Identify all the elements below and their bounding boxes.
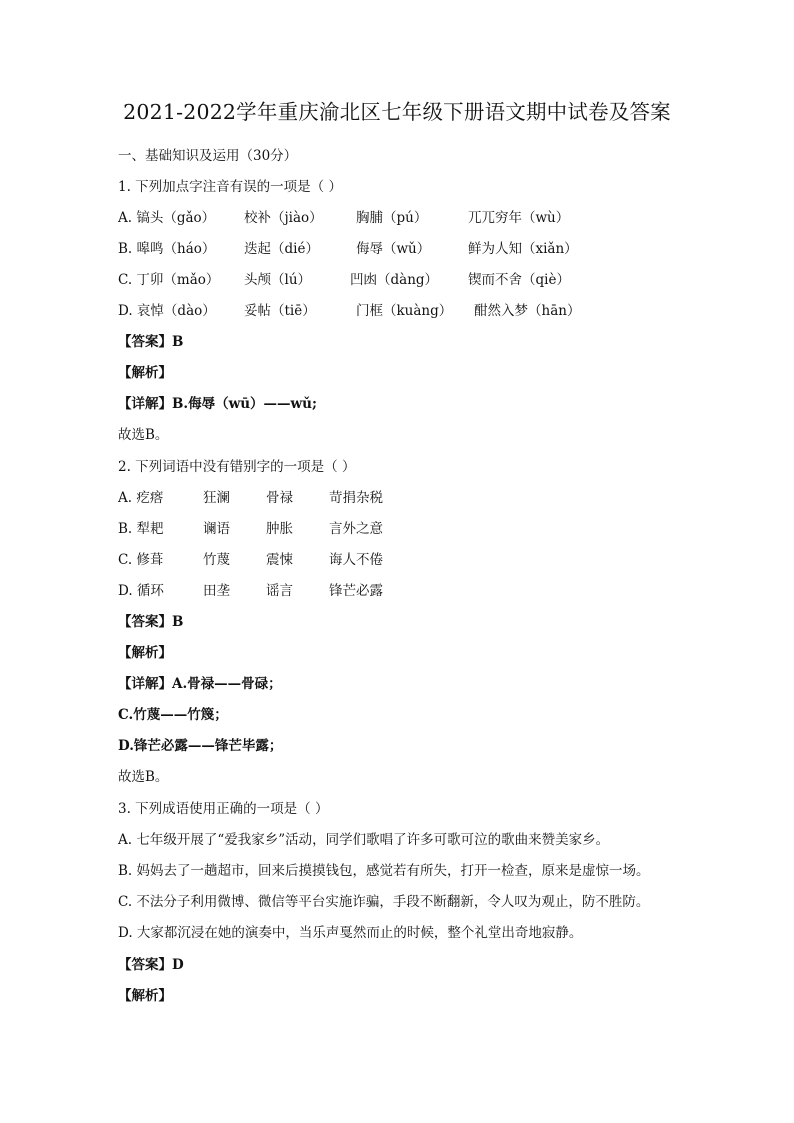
q2-detail-3: D.锋芒必露——锋芒毕露； <box>118 738 283 754</box>
q2-option-b-2: 谰语 <box>203 521 230 537</box>
q2-option-c-4: 诲人不倦 <box>329 552 383 568</box>
q3-option-b: B. 妈妈去了一趟超市，回来后摸摸钱包，感觉若有所失，打开一检查，原来是虚惊一场。 <box>118 863 650 879</box>
q1-answer: 【答案】B <box>118 334 184 350</box>
q1-detail: 【详解】B.侮辱（wū）——wǔ; <box>118 396 317 412</box>
q2-option-c-2: 竹蔑 <box>203 552 230 568</box>
q3-option-c: C. 不法分子利用微博、微信等平台实施诈骗，手段不断翻新，令人叹为观止，防不胜防。 <box>118 894 650 910</box>
q3-analysis-label: 【解析】 <box>118 988 172 1004</box>
document-title: 2021-2022学年重庆渝北区七年级下册语文期中试卷及答案 <box>123 100 671 124</box>
q1-option-a-3: 胸脯（pú） <box>356 210 428 226</box>
q3-option-d: D. 大家都沉浸在她的演奏中，当乐声戛然而止的时候，整个礼堂出奇地寂静。 <box>118 925 583 941</box>
q1-option-a-4: 兀兀穷年（wù） <box>468 210 570 226</box>
q2-detail-2: C.竹蔑——竹篾； <box>118 707 228 723</box>
q2-option-c-3: 震悚 <box>266 552 293 568</box>
q1-option-d-4: 酣然入梦（hān） <box>474 303 581 319</box>
q1-conclusion: 故选B。 <box>118 427 169 443</box>
q1-option-c-3: 凹凼（dàng） <box>350 272 439 288</box>
section-heading: 一、基础知识及运用（30分） <box>118 148 298 164</box>
q2-option-d-2: 田垄 <box>203 583 230 599</box>
q1-option-b-4: 鲜为人知（xiǎn） <box>468 241 578 257</box>
q3-answer: 【答案】D <box>118 957 184 973</box>
q1-option-c-4: 锲而不舍（qiè） <box>468 272 570 288</box>
q1-stem: 1. 下列加点字注音有误的一项是（ ） <box>118 179 342 195</box>
q2-option-c-1: C. 修葺 <box>118 552 164 568</box>
q2-answer: 【答案】B <box>118 614 184 630</box>
q2-stem: 2. 下列词语中没有错别字的一项是（ ） <box>118 459 356 475</box>
q2-option-a-1: A. 疙瘩 <box>118 490 164 506</box>
q2-option-b-4: 言外之意 <box>329 521 383 537</box>
q2-option-a-4: 苛捐杂税 <box>329 490 383 506</box>
q3-stem: 3. 下列成语使用正确的一项是（ ） <box>118 801 329 817</box>
q1-option-b-3: 侮辱（wǔ） <box>356 241 431 257</box>
q1-option-d-2: 妥帖（tiē） <box>244 303 316 319</box>
q1-option-c-1: C. 丁卯（mǎo） <box>118 272 220 288</box>
q2-option-a-2: 狂澜 <box>203 490 230 506</box>
q2-detail: 【详解】A.骨禄——骨碌； <box>118 676 282 692</box>
q2-option-a-3: 骨禄 <box>266 490 293 506</box>
q3-option-a: A. 七年级开展了“爱我家乡”活动，同学们歌唱了许多可歌可泣的歌曲来赞美家乡。 <box>118 832 610 848</box>
q1-option-b-1: B. 嗥鸣（háo） <box>118 241 216 257</box>
q1-option-b-2: 迭起（dié） <box>244 241 319 257</box>
q1-option-d-3: 门框（kuàng） <box>356 303 453 319</box>
q2-conclusion: 故选B。 <box>118 769 169 785</box>
q1-option-d-1: D. 哀悼（dào） <box>118 303 216 319</box>
q2-option-b-1: B. 犁耙 <box>118 521 164 537</box>
q2-analysis-label: 【解析】 <box>118 645 172 661</box>
q2-option-d-4: 锋芒必露 <box>329 583 383 599</box>
q1-option-a-1: A. 镐头（gǎo） <box>118 210 216 226</box>
q2-option-d-3: 谣言 <box>266 583 293 599</box>
q2-option-d-1: D. 循环 <box>118 583 164 599</box>
q1-option-a-2: 校补（jiào） <box>244 210 323 226</box>
q2-option-b-3: 肿胀 <box>266 521 293 537</box>
q1-analysis-label: 【解析】 <box>118 365 172 381</box>
q1-option-c-2: 头颅（lú） <box>244 272 312 288</box>
